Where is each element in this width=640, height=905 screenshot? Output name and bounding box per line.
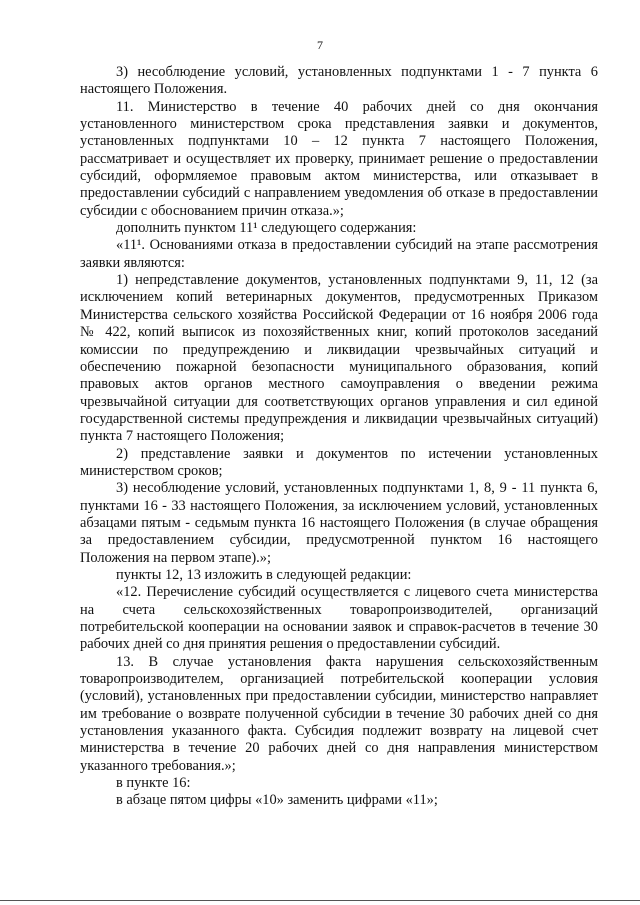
- document-body: [80, 64, 598, 810]
- paragraph-clause-11: 11. Министерство в течение 40 рабочих дней со дня окончания установленного министерством срока представления заявки и документов, установленных подпунктами 10 – 12 пункта 7 настоящего Положения, рассматривает и осуществляет их проверку, принимает решение о предоставлении субсидий, оформляемое правовым актом министерства, или отказывает в предоставлении субсидий с направлением уведомления об отказе в предоставлении субсидии с обоснованием причин отказа.»;: [80, 98, 598, 219]
- paragraph-clause-13: 13. В случае установления факта нарушения сельскохозяйственным товаропроизводителем, организацией потребительской кооперации условия (условий), установленных при предоставлении субсидии, министерство направляет им требование о возврате полученной субсидии в течение 30 рабочих дней со дня установления указанного факта. Субсидия подлежит возврату на лицевой счет министерства в течение 20 рабочих дней со дня направления министерством указанного требования.»;: [80, 653, 598, 774]
- paragraph-amend-add-11-1: дополнить пунктом 11¹ следующего содержания:: [116, 220, 417, 237]
- paragraph-ground-2: 2) представление заявки и документов по истечении установленных министерством сроков;: [80, 445, 598, 479]
- paragraph-amend-16: в пункте 16:: [116, 775, 191, 792]
- page-number: 7: [317, 38, 323, 52]
- paragraph-clause-12: «12. Перечисление субсидий осуществляется с лицевого счета министерства на счета сельскохозяйственных товаропроизводителей, организаций потребительской кооперации на основании заявок и справок-расчетов в течение 30 рабочих дней со дня принятия решения о предоставлении субсидий.: [80, 584, 598, 653]
- paragraph-clause-3-conditions: 3) несоблюдение условий, установленных подпунктами 1 - 7 пункта 6 настоящего Положения.: [80, 64, 598, 98]
- paragraph-ground-1: 1) непредставление документов, установленных подпунктами 9, 11, 12 (за исключением копий ветеринарных документов, предусмотренных Приказом Министерства сельского хозяйства Российской Федерации от 16 ноября 2006 года № 422, копий выписок из похозяйственных книг, копий протоколов заседаний комиссии по предупреждению и ликвидации чрезвычайных ситуаций и обеспечению пожарной безопасности муниципального образования, копий правовых актов органов местного самоуправления о введении режима чрезвычайной ситуации для соответствующих органов управления и сил единой государственной системы предупреждения и ликвидации чрезвычайных ситуаций) пункта 7 настоящего Положения;: [80, 272, 598, 445]
- paragraph-ground-3: 3) несоблюдение условий, установленных подпунктами 1, 8, 9 - 11 пункта 6, пунктами 16 - 33 настоящего Положения, за исключением условий, установленных абзацами пятым - седьмым пункта 16 настоящего Положения (в случае обращения за предоставлением субсидии, предусмотренной пунктом 16 настоящего Положения на первом этапе).»;: [80, 480, 598, 566]
- page-bottom-rule: [0, 900, 640, 901]
- paragraph-clause-11-1-intro: «11¹. Основаниями отказа в предоставлении субсидий на этапе рассмотрения заявки являются:: [80, 237, 598, 271]
- paragraph-amend-16-fifth: в абзаце пятом цифры «10» заменить цифрами «11»;: [116, 792, 438, 809]
- paragraph-amend-12-13: пункты 12, 13 изложить в следующей редакции:: [116, 566, 412, 583]
